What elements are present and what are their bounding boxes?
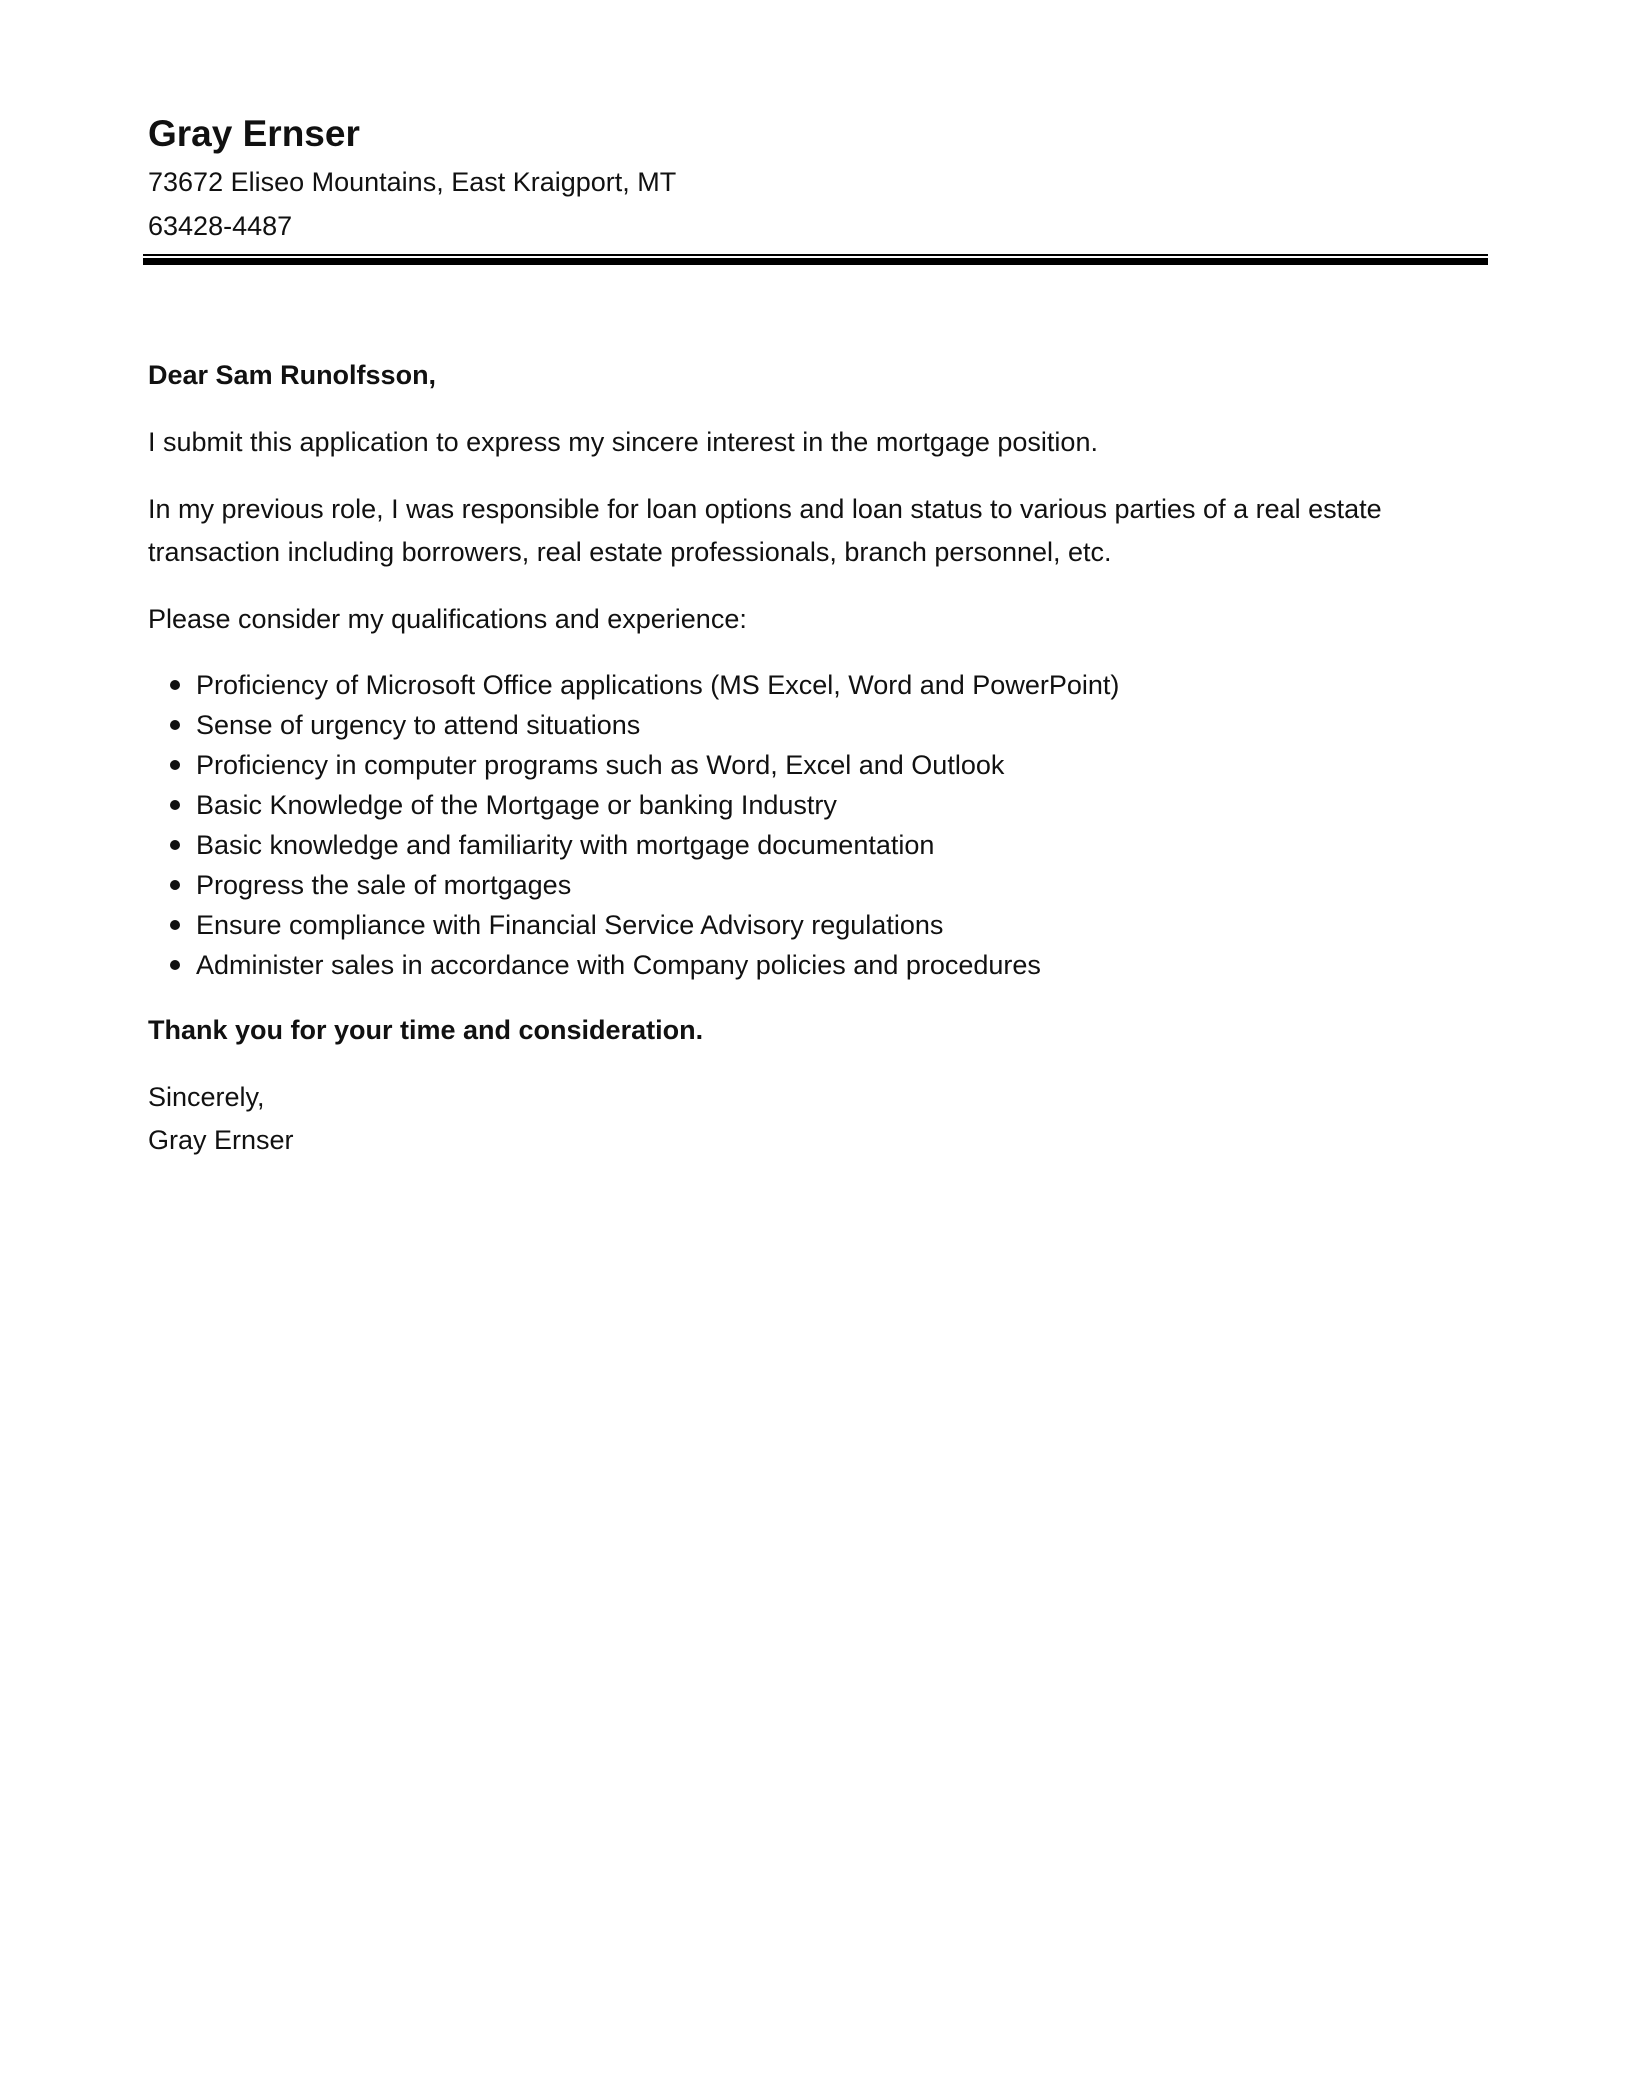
bullet-icon — [170, 760, 180, 770]
list-item — [148, 705, 1478, 745]
letterhead — [148, 108, 1488, 248]
salutation: Dear Sam Runolfsson, — [148, 360, 437, 390]
list-item — [148, 665, 1478, 705]
list-item — [148, 785, 1478, 825]
qualifications-list — [148, 665, 1478, 985]
bullet-icon — [170, 960, 180, 970]
sender-name: Gray Ernser — [148, 113, 360, 154]
list-item — [148, 745, 1478, 785]
list-item-text: Administer sales in accordance with Company policies and procedures — [196, 950, 1041, 980]
bullet-icon — [170, 840, 180, 850]
qualifications-intro: Please consider my qualifications and experience: — [148, 604, 747, 634]
list-item-text: Progress the sale of mortgages — [196, 870, 572, 900]
signature-name: Gray Ernser — [148, 1125, 294, 1155]
letter-body — [148, 354, 1478, 1162]
sender-address-line-2: 63428-4487 — [148, 211, 293, 241]
list-item-text: Basic Knowledge of the Mortgage or banking Industry — [196, 790, 837, 820]
header-divider — [143, 254, 1488, 265]
experience-paragraph: In my previous role, I was responsible for loan options and loan status to various parties of a real estate transaction including borrowers, real estate professionals, branch personnel, etc. — [148, 494, 1382, 567]
list-item-text: Ensure compliance with Financial Service Advisory regulations — [196, 910, 944, 940]
intro-paragraph: I submit this application to express my sincere interest in the mortgage position. — [148, 427, 1098, 457]
list-item — [148, 865, 1478, 905]
bullet-icon — [170, 880, 180, 890]
divider-thick-line — [143, 258, 1488, 265]
list-item-text: Proficiency in computer programs such as Word, Excel and Outlook — [196, 750, 1005, 780]
bullet-icon — [170, 800, 180, 810]
sender-address-line-1: 73672 Eliseo Mountains, East Kraigport, MT — [148, 167, 677, 197]
bullet-icon — [170, 720, 180, 730]
signoff-block — [148, 1076, 1478, 1162]
list-item — [148, 825, 1478, 865]
signoff-text: Sincerely, — [148, 1082, 265, 1112]
bullet-icon — [170, 680, 180, 690]
list-item — [148, 945, 1478, 985]
list-item-text: Sense of urgency to attend situations — [196, 710, 641, 740]
list-item-text: Proficiency of Microsoft Office applications (MS Excel, Word and PowerPoint) — [196, 670, 1120, 700]
bullet-icon — [170, 920, 180, 930]
closing-statement: Thank you for your time and consideration. — [148, 1015, 704, 1045]
list-item — [148, 905, 1478, 945]
list-item-text: Basic knowledge and familiarity with mortgage documentation — [196, 830, 935, 860]
